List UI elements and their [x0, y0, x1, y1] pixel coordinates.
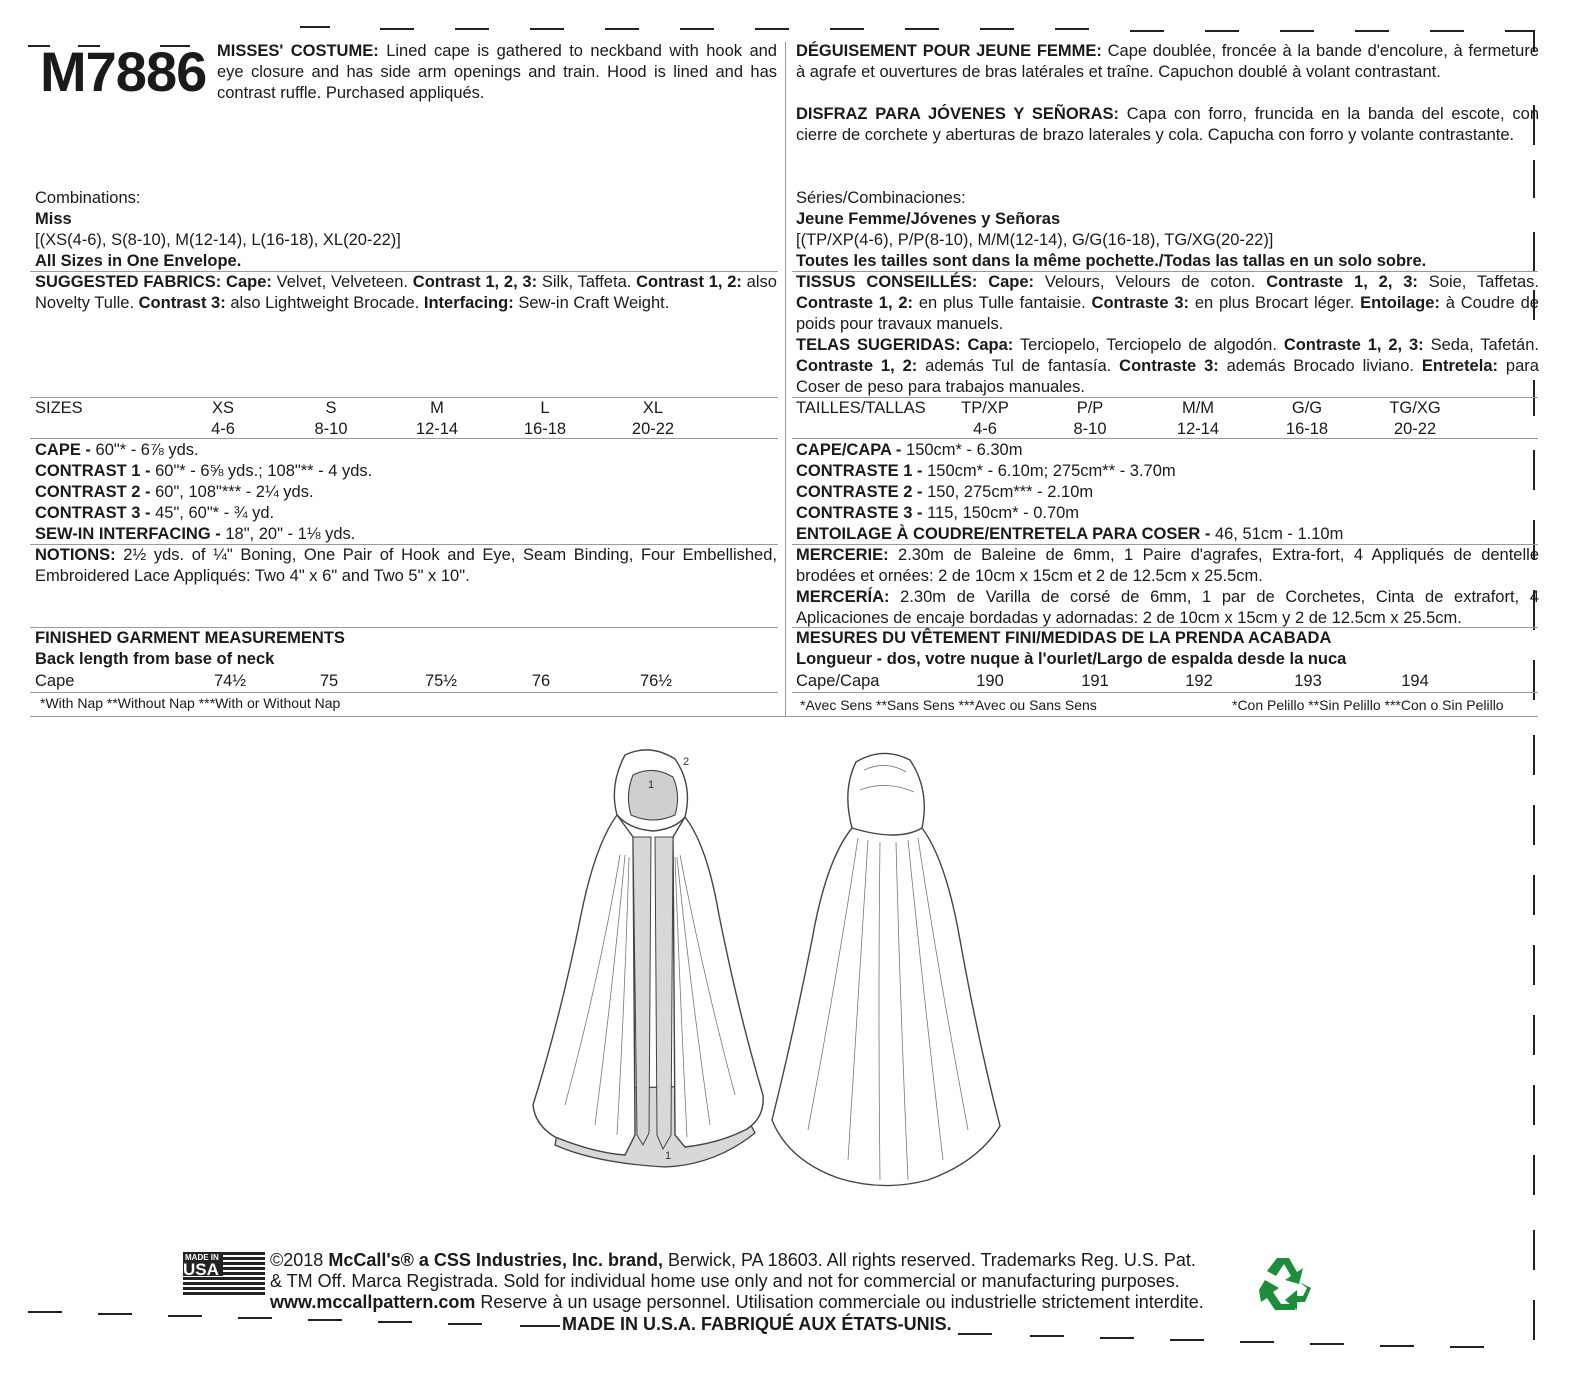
badge-top-text: MADE IN [185, 1253, 219, 1262]
hood-label: 2 [683, 756, 690, 768]
nap-note-es: *Con Pelillo **Sin Pelillo ***Con o Sin Pelillo [1232, 697, 1504, 713]
yardage-row [796, 440, 1539, 461]
yardage-label: CONTRASTE 3 - [796, 504, 923, 522]
copyright-line-1 [270, 1250, 1250, 1271]
usage-restriction: Reserve à un usage personnel. Utilisation commerciale ou industrielle strictement interdite. [480, 1292, 1204, 1312]
yardage-label: CAPE - [35, 441, 91, 459]
size-code: XS [211, 399, 234, 417]
nap-note-fr: *Avec Sens **Sans Sens ***Avec ou Sans Sens [800, 697, 1097, 713]
recycle-icon [1255, 1254, 1315, 1310]
telas-c123-label: Contraste 1, 2, 3: [1283, 336, 1424, 354]
description-es [796, 104, 1539, 146]
cape-value: 75 [319, 672, 339, 690]
fabric-cape-text: Velvet, Velveteen. [276, 273, 409, 291]
fabric-c123-text: Silk, Taffeta. [541, 273, 632, 291]
size-range: 16-18 [523, 420, 567, 438]
yardage-row [796, 482, 1539, 503]
cape-value: 194 [1401, 672, 1429, 690]
yardage-row [796, 461, 1539, 482]
cape-value: 193 [1294, 672, 1322, 690]
description-text: Lined cape is gathered to neckband with hook and eye closure and has side arm openings and train. Hood is lined and has contrast ruffle. Purchased appliqués. [217, 42, 777, 102]
telas-c3-text: además Brocado liviano. [1226, 357, 1414, 375]
combinations-label: Séries/Combinaciones: [796, 189, 966, 207]
finished-en [35, 628, 777, 670]
yardage-label: CONTRAST 2 - [35, 483, 151, 501]
merceria [796, 587, 1539, 629]
yardage-text: 60"* - 6⅞ yds. [95, 441, 199, 459]
fabric-c12-text: also Novelty Tulle. [35, 273, 777, 312]
telas-label: TELAS SUGERIDAS: [796, 336, 961, 354]
size-code: M/M [1181, 399, 1215, 417]
size-range: 20-22 [1393, 420, 1437, 438]
telas-c12-label: Contraste 1, 2: [796, 357, 918, 375]
description-fr [796, 41, 1539, 83]
copyright-line-3 [270, 1292, 1250, 1313]
fabric-c123-label: Contrast 1, 2, 3: [412, 273, 538, 291]
mercerie [796, 545, 1539, 587]
cape-row-label: Cape [35, 672, 75, 690]
merceria-text: 2.30m de Varilla de corsé de 6mm, 1 par de Corchetes, Cinta de extrafort, 4 Aplicaciones de encaje bordadas y adornadas: 2 de 10cm x 15cm y 2 de 12.5cm x 25.5cm. [796, 588, 1539, 627]
combinations-en [35, 188, 775, 272]
cape-back-illustration [768, 750, 1008, 1200]
yardage-text: 46, 51cm - 1.10m [1214, 525, 1344, 543]
yardage-text: 115, 150cm* - 0.70m [927, 504, 1080, 522]
telas-int-text: para Coser de peso para trabajos manuales. [796, 357, 1539, 396]
yardage-label: CONTRAST 3 - [35, 504, 151, 522]
cape-value: 191 [1081, 672, 1109, 690]
description-en [217, 41, 777, 104]
miss-label: Miss [35, 210, 72, 228]
size-code: S [325, 399, 337, 417]
tissus-cape-text: Velours, Velours de coton. [1044, 273, 1256, 291]
group-label: Jeune Femme/Jóvenes y Señoras [796, 210, 1061, 228]
yardage-label: CONTRAST 1 - [35, 462, 151, 480]
yardage-label: CONTRASTE 2 - [796, 483, 923, 501]
copyright-year: ©2018 [270, 1250, 324, 1270]
cape-value: 75½ [424, 672, 458, 690]
size-code: M [430, 399, 444, 417]
description-fr-title: DÉGUISEMENT POUR JEUNE FEMME: [796, 42, 1102, 60]
fabric-cape-label: Cape: [226, 273, 272, 291]
fabric-int-label: Interfacing: [423, 294, 514, 312]
yardage-text: 150, 275cm*** - 2.10m [927, 483, 1094, 501]
size-code: XL [642, 399, 664, 417]
combinations-fr-es [796, 188, 1539, 272]
yardage-fr-es [796, 440, 1539, 545]
description-es-text: Capa con forro, fruncida en la banda del escote, con cierre de corchete y aberturas de brazo laterales y cola. Capucha con forro y volante contrastante. [796, 105, 1540, 144]
size-range: 16-18 [1285, 420, 1329, 438]
back-length-label: Back length from base of neck [35, 650, 275, 668]
telas-int-label: Entretela: [1421, 357, 1498, 375]
telas-c12-text: además Tul de fantasía. [925, 357, 1112, 375]
brand-name: McCall's® a CSS Industries, Inc. brand, [328, 1250, 663, 1270]
yardage-label: ENTOILAGE À COUDRE/ENTRETELA PARA COSER - [796, 525, 1211, 543]
size-code: P/P [1076, 399, 1104, 417]
description-title: MISSES' COSTUME: [217, 42, 379, 60]
yardage-row [796, 503, 1539, 524]
cape-value: 74½ [213, 672, 247, 690]
description-es-title: DISFRAZ PARA JÓVENES Y SEÑORAS: [796, 105, 1119, 123]
all-sizes-note: Toutes les tailles sont dans la même pochette./Todas las tallas en un solo sobre. [796, 252, 1427, 270]
size-code: G/G [1291, 399, 1323, 417]
description-fr-text: Cape doublée, froncée à la bande d'encolure, à fermeture à agrafe et ouvertures de bras latérales et traîne. Capuchon doublé à volant contrastant. [796, 42, 1539, 81]
made-in-usa-badge [183, 1252, 265, 1296]
tissus-cape-label: Cape: [988, 273, 1035, 291]
yardage-row [35, 524, 777, 545]
rule [792, 438, 1538, 439]
cape-value: 192 [1185, 672, 1213, 690]
suggested-fabrics [35, 272, 777, 314]
rule [792, 692, 1538, 693]
size-ranges-row-fr-es [796, 419, 1539, 440]
fabric-int-text: Sew-in Craft Weight. [518, 294, 670, 312]
yardage-text: 150cm* - 6.30m [906, 441, 1023, 459]
badge-bottom-text: USA [183, 1260, 219, 1279]
telas-sugeridas [796, 335, 1539, 398]
copyright-block [270, 1250, 1250, 1313]
finished-title: MESURES DU VÊTEMENT FINI/MEDIDAS DE LA PRENDA ACABADA [796, 629, 1332, 647]
size-range: 20-22 [631, 420, 675, 438]
tissus-c123-label: Contraste 1, 2, 3: [1266, 273, 1418, 291]
fabrics-label: SUGGESTED FABRICS: [35, 273, 222, 291]
tissus-conseilles [796, 272, 1539, 335]
tissus-c123-text: Soie, Taffetas. [1428, 273, 1539, 291]
size-code: TG/XG [1389, 399, 1441, 417]
sizes-header-row [35, 398, 777, 419]
mercerie-text: 2.30m de Baleine de 6mm, 1 Paire d'agrafes, Extra-fort, 4 Appliqués de dentelle brodées et ornées: 2 de 10cm x 15cm et 2 de 12.5cm x 25.5cm. [796, 546, 1539, 585]
yardage-row [35, 482, 777, 503]
tissus-c12-label: Contraste 1, 2: [796, 294, 914, 312]
size-range: 12-14 [1176, 420, 1220, 438]
size-range: 4-6 [973, 420, 997, 438]
notions-en [35, 545, 777, 587]
fabric-c3-label: Contrast 3: [138, 294, 226, 312]
column-divider [785, 42, 786, 717]
cape-value: 190 [976, 672, 1004, 690]
cape-value: 76 [531, 672, 551, 690]
lining-label-top: 1 [648, 779, 655, 791]
mercerie-label: MERCERIE: [796, 546, 889, 564]
tissus-int-label: Entoilage: [1360, 294, 1440, 312]
yardage-row [796, 524, 1539, 545]
made-in-line: MADE IN U.S.A. FABRIQUÉ AUX ÉTATS-UNIS. [562, 1314, 952, 1334]
cape-front-illustration [525, 745, 770, 1175]
yardage-row [35, 440, 777, 461]
sizes-header: SIZES [35, 399, 83, 417]
cape-value: 76½ [639, 672, 673, 690]
yardage-text: 60"* - 6⅝ yds.; 108"** - 4 yds. [155, 462, 373, 480]
tissus-c12-text: en plus Tulle fantaisie. [918, 294, 1086, 312]
rule [30, 716, 1538, 717]
all-sizes-note: All Sizes in One Envelope. [35, 252, 242, 270]
sizes-line: [(TP/XP(4-6), P/P(8-10), M/M(12-14), G/G(16-18), TG/XG(20-22)] [796, 231, 1274, 249]
rule [30, 438, 778, 439]
copyright-rest: Berwick, PA 18603. All rights reserved. Trademarks Reg. U.S. Pat. [667, 1250, 1196, 1270]
sizes-header-row-fr-es [796, 398, 1539, 419]
cape-measure-row [35, 671, 777, 692]
size-range: 12-14 [415, 420, 459, 438]
yardage-text: 60", 108"*** - 2¼ yds. [155, 483, 314, 501]
cape-measure-row-fr-es [796, 671, 1539, 692]
fabric-c12-label: Contrast 1, 2: [636, 273, 742, 291]
combinations-label: Combinations: [35, 189, 141, 207]
yardage-row [35, 461, 777, 482]
lining-label-bottom: 1 [665, 1150, 672, 1162]
yardage-label: SEW-IN INTERFACING - [35, 525, 221, 543]
size-range: 8-10 [314, 420, 348, 438]
yardage-text: 18", 20" - 1⅛ yds. [225, 525, 356, 543]
yardage-text: 150cm* - 6.10m; 275cm** - 3.70m [927, 462, 1176, 480]
telas-c123-text: Seda, Tafetán. [1430, 336, 1539, 354]
telas-c3-label: Contraste 3: [1119, 357, 1219, 375]
website-link[interactable]: www.mccallpattern.com [270, 1292, 476, 1312]
size-code: TP/XP [961, 399, 1009, 417]
telas-cape-text: Terciopelo, Terciopelo de algodón. [1019, 336, 1277, 354]
copyright-line-2: & TM Off. Marca Registrada. Sold for individual home use only and not for commercial or manufacturing purposes. [270, 1271, 1180, 1291]
sizes-header: TAILLES/TALLAS [796, 399, 926, 417]
tissus-int-text: à Coudre de poids pour travaux manuels. [796, 294, 1539, 333]
tissus-c3-text: en plus Brocart léger. [1194, 294, 1355, 312]
nap-note-en: *With Nap **Without Nap ***With or Without Nap [40, 695, 341, 711]
yardage-label: CONTRASTE 1 - [796, 462, 923, 480]
pattern-code: M7886 [40, 40, 207, 103]
finished-title: FINISHED GARMENT MEASUREMENTS [35, 629, 345, 647]
size-code: L [540, 399, 550, 417]
cape-row-label: Cape/Capa [796, 672, 880, 690]
yardage-row [35, 503, 777, 524]
yardage-label: CAPE/CAPA - [796, 441, 902, 459]
yardage-en [35, 440, 777, 545]
sizes-line: [(XS(4-6), S(8-10), M(12-14), L(16-18), XL(20-22)] [35, 231, 401, 249]
fabric-c3-text: also Lightweight Brocade. [230, 294, 420, 312]
notions-text: 2½ yds. of ¼" Boning, One Pair of Hook and Eye, Seam Binding, Four Embellished, Embroidered Lace Appliqués: Two 4" x 6" and Two 5" x 10". [35, 546, 777, 585]
size-range: 4-6 [211, 420, 235, 438]
telas-cape-label: Capa: [967, 336, 1014, 354]
size-range: 8-10 [1073, 420, 1107, 438]
tissus-c3-label: Contraste 3: [1091, 294, 1190, 312]
back-length-label: Longueur - dos, votre nuque à l'ourlet/Largo de espalda desde la nuca [796, 650, 1347, 668]
yardage-text: 45", 60"* - ¾ yd. [155, 504, 275, 522]
size-ranges-row [35, 419, 777, 440]
tissus-label: TISSUS CONSEILLÉS: [796, 273, 978, 291]
finished-fr-es [796, 628, 1539, 670]
merceria-label: MERCERÍA: [796, 588, 890, 606]
notions-label: NOTIONS: [35, 546, 116, 564]
